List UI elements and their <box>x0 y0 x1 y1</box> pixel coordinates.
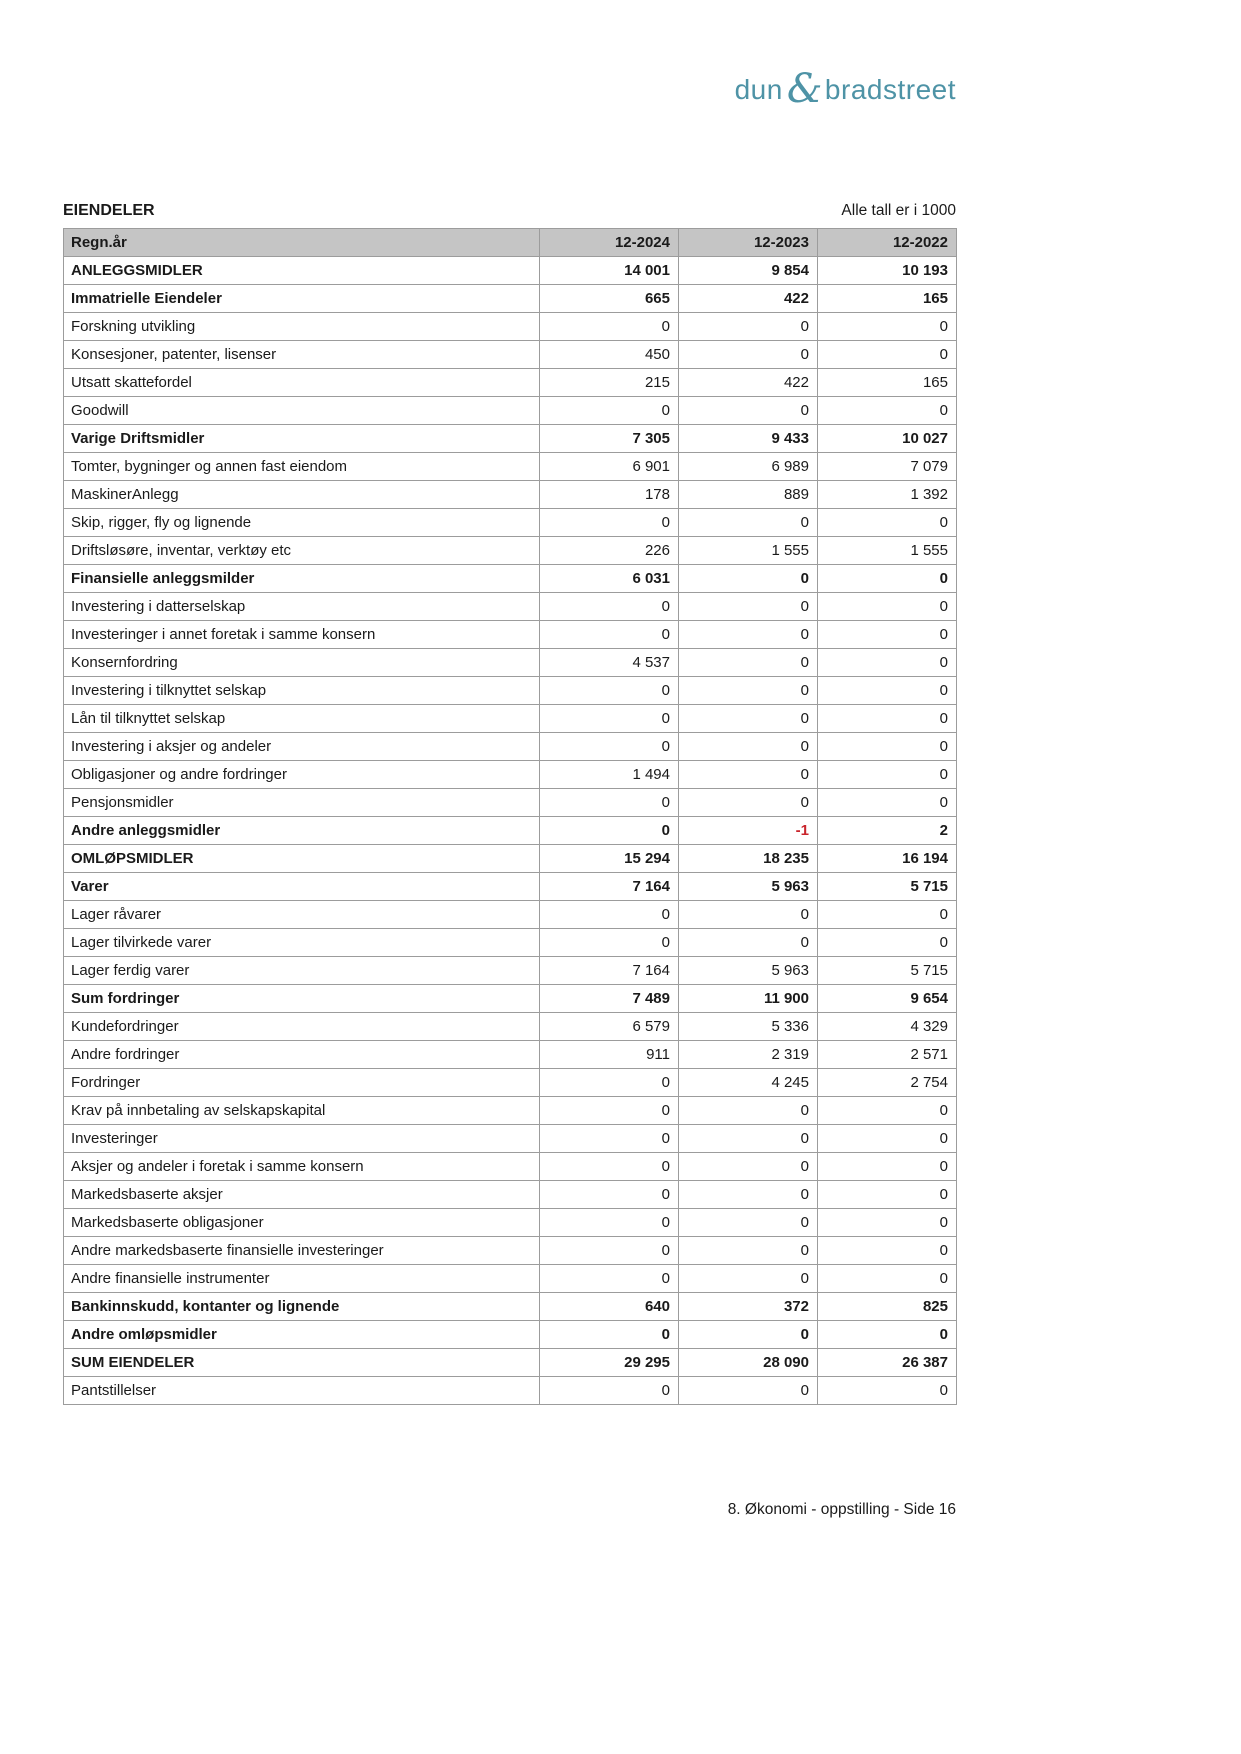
row-value: 0 <box>679 397 818 425</box>
row-label: Konsernfordring <box>64 649 540 677</box>
table-row <box>64 1181 957 1209</box>
table-row <box>64 285 957 313</box>
row-label: Skip, rigger, fly og lignende <box>64 509 540 537</box>
table-row <box>64 789 957 817</box>
row-value: 0 <box>540 705 679 733</box>
row-value: 7 489 <box>540 985 679 1013</box>
column-header-regnaar: Regn.år <box>64 229 540 257</box>
table-row <box>64 1265 957 1293</box>
page-footer-text: 8. Økonomi - oppstilling - Side 16 <box>727 1501 956 1518</box>
row-value: 0 <box>818 733 957 761</box>
table-row <box>64 369 957 397</box>
table-row <box>64 1069 957 1097</box>
table-row <box>64 901 957 929</box>
logo-word-bradstreet: bradstreet <box>824 74 956 105</box>
table-row <box>64 425 957 453</box>
row-value: 178 <box>540 481 679 509</box>
row-value: 0 <box>679 1377 818 1405</box>
row-label: Andre markedsbaserte finansielle investeringer <box>64 1237 540 1265</box>
row-value: 15 294 <box>540 845 679 873</box>
table-row <box>64 621 957 649</box>
row-value: 0 <box>540 1125 679 1153</box>
row-value: 0 <box>679 1265 818 1293</box>
row-value: 0 <box>679 1181 818 1209</box>
row-value: 0 <box>679 1321 818 1349</box>
row-value: 0 <box>818 509 957 537</box>
row-value: 7 305 <box>540 425 679 453</box>
row-label: Fordringer <box>64 1069 540 1097</box>
row-value: 0 <box>818 1153 957 1181</box>
table-row <box>64 817 957 845</box>
row-value: 18 235 <box>679 845 818 873</box>
row-value: 0 <box>818 929 957 957</box>
table-row <box>64 1041 957 1069</box>
row-label: Pensjonsmidler <box>64 789 540 817</box>
row-value: 0 <box>540 677 679 705</box>
row-value: 0 <box>679 1125 818 1153</box>
row-value: 0 <box>679 649 818 677</box>
row-value: 0 <box>540 789 679 817</box>
table-row <box>64 313 957 341</box>
row-value: 0 <box>540 621 679 649</box>
row-value: 0 <box>818 565 957 593</box>
row-label: Krav på innbetaling av selskapskapital <box>64 1097 540 1125</box>
row-label: Utsatt skattefordel <box>64 369 540 397</box>
table-row <box>64 1349 957 1377</box>
row-value: 165 <box>818 285 957 313</box>
row-value: 0 <box>818 1265 957 1293</box>
row-value: 6 989 <box>679 453 818 481</box>
row-value: 372 <box>679 1293 818 1321</box>
table-row <box>64 873 957 901</box>
row-value: 0 <box>679 313 818 341</box>
row-value: 0 <box>679 1209 818 1237</box>
row-label: Immatrielle Eiendeler <box>64 285 540 313</box>
row-value: 0 <box>818 677 957 705</box>
table-row <box>64 1125 957 1153</box>
row-label: Pantstillelser <box>64 1377 540 1405</box>
row-value: 2 319 <box>679 1041 818 1069</box>
row-value: 0 <box>540 733 679 761</box>
row-value: 0 <box>679 705 818 733</box>
row-label: Investering i tilknyttet selskap <box>64 677 540 705</box>
table-row <box>64 1013 957 1041</box>
row-value: 422 <box>679 285 818 313</box>
row-value: 2 571 <box>818 1041 957 1069</box>
row-label: Investering i datterselskap <box>64 593 540 621</box>
table-row <box>64 761 957 789</box>
table-row <box>64 1293 957 1321</box>
row-label: Driftsløsøre, inventar, verktøy etc <box>64 537 540 565</box>
row-value: 450 <box>540 341 679 369</box>
units-note: Alle tall er i 1000 <box>841 202 956 219</box>
table-row <box>64 985 957 1013</box>
table-row <box>64 845 957 873</box>
row-value: 226 <box>540 537 679 565</box>
table-header-row <box>64 229 957 257</box>
row-value: 0 <box>679 677 818 705</box>
table-row <box>64 593 957 621</box>
row-label: Lager råvarer <box>64 901 540 929</box>
table-row <box>64 1209 957 1237</box>
row-value: 422 <box>679 369 818 397</box>
row-value: 0 <box>540 593 679 621</box>
logo-row <box>63 0 956 112</box>
table-row <box>64 929 957 957</box>
row-label: Investeringer <box>64 1125 540 1153</box>
row-label: Lager tilvirkede varer <box>64 929 540 957</box>
table-row <box>64 537 957 565</box>
row-label: Andre fordringer <box>64 1041 540 1069</box>
row-value: 2 754 <box>818 1069 957 1097</box>
row-value: 2 <box>818 817 957 845</box>
row-value: 0 <box>679 621 818 649</box>
row-label: Bankinnskudd, kontanter og lignende <box>64 1293 540 1321</box>
row-label: SUM EIENDELER <box>64 1349 540 1377</box>
row-value: 0 <box>679 1237 818 1265</box>
row-value: 0 <box>818 705 957 733</box>
row-value: 0 <box>540 1209 679 1237</box>
row-value: 5 963 <box>679 957 818 985</box>
column-header-year-2022: 12-2022 <box>818 229 957 257</box>
table-row <box>64 1237 957 1265</box>
row-value: 0 <box>818 1181 957 1209</box>
row-label: Markedsbaserte obligasjoner <box>64 1209 540 1237</box>
row-value: 0 <box>818 341 957 369</box>
row-value: 29 295 <box>540 1349 679 1377</box>
row-value: 5 715 <box>818 957 957 985</box>
row-label: ANLEGGSMIDLER <box>64 257 540 285</box>
table-row <box>64 733 957 761</box>
row-value: 10 193 <box>818 257 957 285</box>
row-value: 0 <box>679 341 818 369</box>
row-value: 215 <box>540 369 679 397</box>
row-value: 9 433 <box>679 425 818 453</box>
row-value: 0 <box>540 313 679 341</box>
row-value: -1 <box>679 817 818 845</box>
row-value: 0 <box>540 1265 679 1293</box>
row-label: Andre finansielle instrumenter <box>64 1265 540 1293</box>
logo-ampersand-icon: & <box>786 66 823 112</box>
row-label: Andre omløpsmidler <box>64 1321 540 1349</box>
row-value: 5 336 <box>679 1013 818 1041</box>
table-row <box>64 1321 957 1349</box>
row-label: Aksjer og andeler i foretak i samme konsern <box>64 1153 540 1181</box>
row-value: 7 164 <box>540 873 679 901</box>
row-label: Investering i aksjer og andeler <box>64 733 540 761</box>
row-value: 6 901 <box>540 453 679 481</box>
row-value: 0 <box>540 901 679 929</box>
row-label: OMLØPSMIDLER <box>64 845 540 873</box>
row-value: 0 <box>540 1321 679 1349</box>
row-value: 0 <box>818 761 957 789</box>
row-label: Goodwill <box>64 397 540 425</box>
row-label: Varige Driftsmidler <box>64 425 540 453</box>
row-value: 5 963 <box>679 873 818 901</box>
row-value: 0 <box>818 397 957 425</box>
column-header-year-2024: 12-2024 <box>540 229 679 257</box>
row-value: 0 <box>679 789 818 817</box>
row-value: 28 090 <box>679 1349 818 1377</box>
row-value: 911 <box>540 1041 679 1069</box>
table-row <box>64 957 957 985</box>
row-label: Kundefordringer <box>64 1013 540 1041</box>
row-value: 0 <box>818 1209 957 1237</box>
row-value: 0 <box>540 1181 679 1209</box>
row-value: 0 <box>818 1125 957 1153</box>
table-row <box>64 649 957 677</box>
row-value: 165 <box>818 369 957 397</box>
row-value: 0 <box>818 621 957 649</box>
row-value: 10 027 <box>818 425 957 453</box>
row-value: 0 <box>679 929 818 957</box>
row-value: 0 <box>540 1097 679 1125</box>
table-row <box>64 397 957 425</box>
table-row <box>64 257 957 285</box>
row-label: Forskning utvikling <box>64 313 540 341</box>
row-value: 0 <box>540 929 679 957</box>
row-value: 0 <box>540 1237 679 1265</box>
row-value: 0 <box>818 593 957 621</box>
logo-word-dun: dun <box>734 74 783 105</box>
row-label: MaskinerAnlegg <box>64 481 540 509</box>
row-value: 6 031 <box>540 565 679 593</box>
row-value: 0 <box>818 1097 957 1125</box>
column-header-year-2023: 12-2023 <box>679 229 818 257</box>
row-value: 9 854 <box>679 257 818 285</box>
row-value: 0 <box>679 1153 818 1181</box>
row-value: 9 654 <box>818 985 957 1013</box>
row-value: 7 079 <box>818 453 957 481</box>
table-row <box>64 677 957 705</box>
row-label: Tomter, bygninger og annen fast eiendom <box>64 453 540 481</box>
row-value: 14 001 <box>540 257 679 285</box>
row-label: Markedsbaserte aksjer <box>64 1181 540 1209</box>
row-value: 0 <box>679 901 818 929</box>
row-value: 640 <box>540 1293 679 1321</box>
row-value: 0 <box>540 1377 679 1405</box>
row-value: 0 <box>818 649 957 677</box>
row-value: 16 194 <box>818 845 957 873</box>
table-row <box>64 1097 957 1125</box>
table-row <box>64 509 957 537</box>
row-value: 825 <box>818 1293 957 1321</box>
row-value: 26 387 <box>818 1349 957 1377</box>
table-row <box>64 565 957 593</box>
row-value: 4 537 <box>540 649 679 677</box>
row-value: 0 <box>540 509 679 537</box>
row-label: Lån til tilknyttet selskap <box>64 705 540 733</box>
title-row <box>63 202 956 220</box>
row-value: 5 715 <box>818 873 957 901</box>
assets-table <box>63 228 957 1405</box>
row-value: 0 <box>679 509 818 537</box>
row-label: Obligasjoner og andre fordringer <box>64 761 540 789</box>
row-value: 0 <box>818 1377 957 1405</box>
row-value: 0 <box>679 565 818 593</box>
table-row <box>64 1153 957 1181</box>
row-value: 0 <box>540 817 679 845</box>
row-value: 0 <box>818 313 957 341</box>
row-label: Sum fordringer <box>64 985 540 1013</box>
row-value: 7 164 <box>540 957 679 985</box>
row-value: 1 392 <box>818 481 957 509</box>
row-value: 0 <box>818 901 957 929</box>
row-value: 0 <box>818 1321 957 1349</box>
table-row <box>64 705 957 733</box>
row-value: 0 <box>679 1097 818 1125</box>
row-label: Konsesjoner, patenter, lisenser <box>64 341 540 369</box>
row-label: Andre anleggsmidler <box>64 817 540 845</box>
row-value: 665 <box>540 285 679 313</box>
row-value: 0 <box>679 593 818 621</box>
row-value: 0 <box>818 789 957 817</box>
row-label: Finansielle anleggsmilder <box>64 565 540 593</box>
row-value: 0 <box>540 1153 679 1181</box>
table-row <box>64 341 957 369</box>
table-row <box>64 1377 957 1405</box>
row-value: 0 <box>540 1069 679 1097</box>
row-label: Varer <box>64 873 540 901</box>
content-area <box>63 0 956 1519</box>
row-value: 4 245 <box>679 1069 818 1097</box>
row-label: Lager ferdig varer <box>64 957 540 985</box>
table-row <box>64 481 957 509</box>
row-value: 1 494 <box>540 761 679 789</box>
section-title: EIENDELER <box>63 202 155 219</box>
row-value: 0 <box>679 733 818 761</box>
row-value: 889 <box>679 481 818 509</box>
row-value: 0 <box>818 1237 957 1265</box>
table-body <box>64 257 957 1405</box>
row-value: 6 579 <box>540 1013 679 1041</box>
row-value: 0 <box>679 761 818 789</box>
table-row <box>64 453 957 481</box>
row-label: Investeringer i annet foretak i samme konsern <box>64 621 540 649</box>
footer-row <box>63 1501 956 1519</box>
row-value: 0 <box>540 397 679 425</box>
row-value: 4 329 <box>818 1013 957 1041</box>
dun-bradstreet-logo <box>734 66 956 112</box>
row-value: 11 900 <box>679 985 818 1013</box>
row-value: 1 555 <box>818 537 957 565</box>
row-value: 1 555 <box>679 537 818 565</box>
